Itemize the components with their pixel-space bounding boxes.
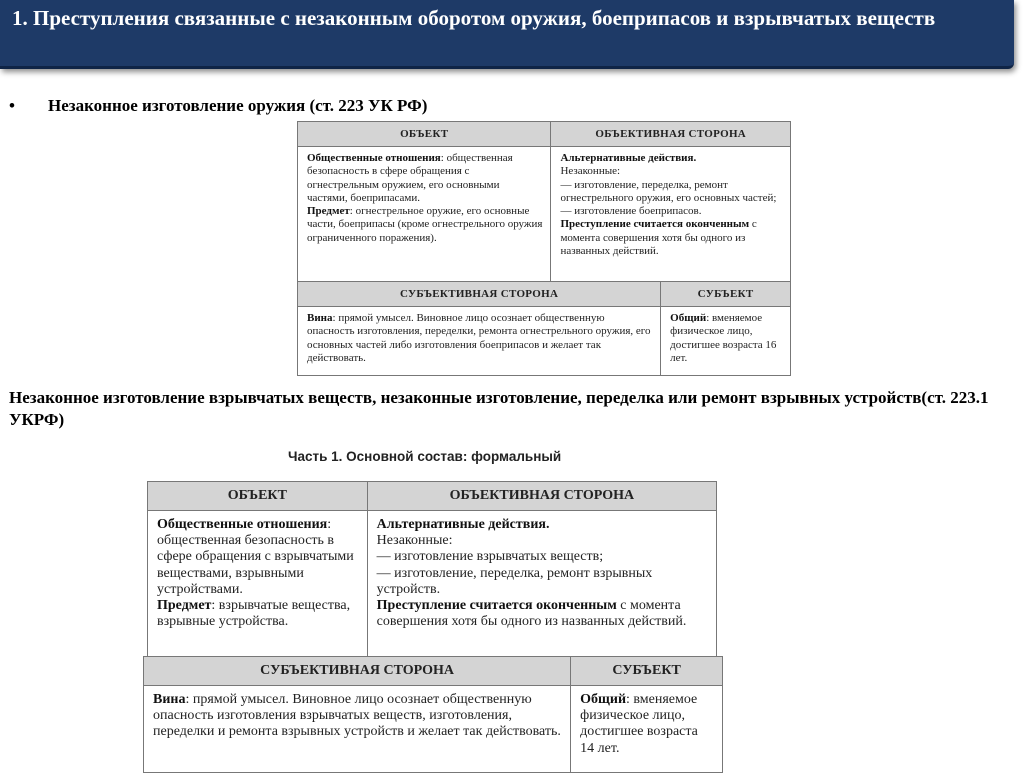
objective-alt-label: Альтернативные действия. <box>376 517 550 532</box>
header-subjective-side: СУБЪЕКТИВНАЯ СТОРОНА <box>144 657 571 686</box>
objective-alt-label: Альтернативные действия. <box>560 152 697 164</box>
objective-item: — изготовление, переделка, ремонт огнестрельного оружия, его основных частей; <box>560 178 777 204</box>
header-subject: СУБЪЕКТ <box>661 282 791 307</box>
section1-table-subjective <box>297 281 791 376</box>
section2-table-subjective <box>143 656 723 773</box>
object-subject: Предмет: огнестрельное оружие, его основные части, боеприпасы (кроме огнестрельного оружия ограниченного поражения). <box>307 205 543 244</box>
object-subject: Предмет: взрывчатые вещества, взрывные устройства. <box>157 598 351 630</box>
objective-end: Преступление считается оконченным с момента совершения хотя бы одного из названных действий. <box>560 218 757 258</box>
slide-title: 1. Преступления связанные с незаконным оборотом оружия, боеприпасов и взрывчатых веществ <box>12 6 936 30</box>
section2-table-object <box>147 481 717 660</box>
section1-table-object <box>297 121 791 284</box>
objective-cell <box>367 511 716 660</box>
objective-end: Преступление считается оконченным с момента совершения хотя бы одного из названных действий. <box>376 598 687 630</box>
objective-item: — изготовление боеприпасов. <box>560 205 702 218</box>
subject-cell: Общий: вменяемое физическое лицо, достигшее возраста 16 лет. <box>661 307 791 376</box>
guilt-cell: Вина: прямой умысел. Виновное лицо осознает общественную опасность изготовления взрывчатых веществ, изготовления, переделки и ремонта взрывных устройств и желает так действовать. <box>144 686 571 773</box>
objective-item: — изготовление взрывчатых веществ; <box>376 549 604 565</box>
guilt-cell: Вина: прямой умысел. Виновное лицо осознает общественную опасность изготовления, переделки, ремонта огнестрельного оружия, его основных частей либо изготовления боеприпасов и желает так действовать. <box>298 307 661 376</box>
header-object: ОБЪЕКТ <box>298 122 551 147</box>
objective-cell <box>551 147 791 284</box>
object-relations: Общественные отношения: общественная безопасность в сфере обращения с огнестрельным оружием, его основными частями, боеприпасами. <box>307 152 513 204</box>
objective-illegal: Незаконные: <box>560 165 621 178</box>
objective-item: — изготовление, переделка, ремонт взрывных устройств. <box>376 565 653 597</box>
object-cell <box>148 511 368 660</box>
header-object: ОБЪЕКТ <box>148 482 368 511</box>
objective-illegal: Незаконные: <box>376 533 453 549</box>
title-banner <box>0 0 1014 69</box>
section2-heading: Незаконное изготовление взрывчатых веществ, незаконные изготовление, переделка или ремонт взрывных устройств(ст. 223.1 УКРФ) <box>9 388 989 429</box>
subject-cell: Общий: вменяемое физическое лицо, достигшее возраста 14 лет. <box>571 686 723 773</box>
object-cell <box>298 147 551 284</box>
header-objective-side: ОБЪЕКТИВНАЯ СТОРОНА <box>367 482 716 511</box>
part-title: Часть 1. Основной состав: формальный <box>288 449 562 464</box>
header-objective-side: ОБЪЕКТИВНАЯ СТОРОНА <box>551 122 791 147</box>
header-subjective-side: СУБЪЕКТИВНАЯ СТОРОНА <box>298 282 661 307</box>
object-relations: Общественные отношения: общественная безопасность в сфере обращения с взрывчатыми веществами, взрывными устройствами. <box>157 517 354 597</box>
section1-heading: Незаконное изготовление оружия (ст. 223 УК РФ) <box>48 96 428 115</box>
bullet-marker: • <box>9 96 15 115</box>
header-subject: СУБЪЕКТ <box>571 657 723 686</box>
